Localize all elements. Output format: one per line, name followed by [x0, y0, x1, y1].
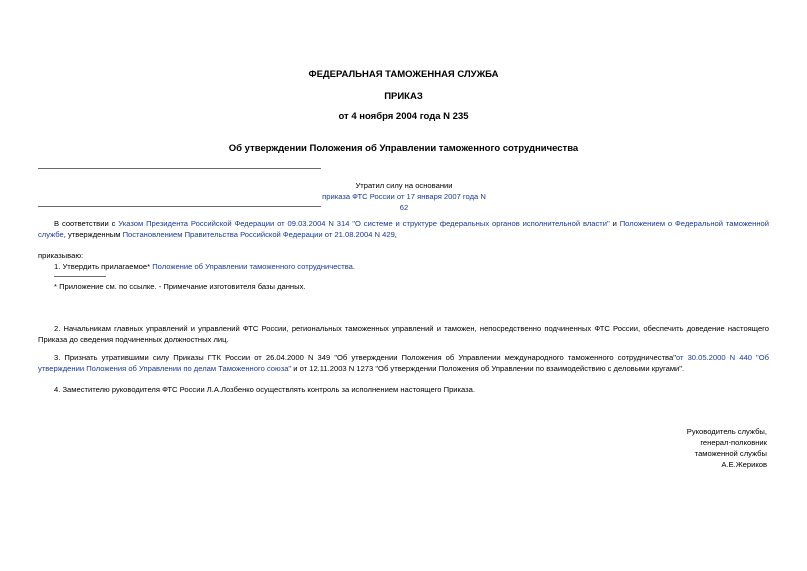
- signature-rank: генерал-полковник: [700, 438, 767, 447]
- status-divider-bottom: [38, 206, 321, 207]
- signature-name: А.Е.Жериков: [721, 460, 767, 469]
- item-3-text: и от 12.11.2003 N 1273 "Об утверждении Положения об Управлении по взаимодействию с деловыми кругами".: [291, 364, 685, 373]
- preamble-text: В соответствии с: [54, 219, 119, 228]
- government-decree-link[interactable]: Постановлением Правительства Российской Федерации от 21.08.2004 N 429: [122, 230, 395, 239]
- regulation-link[interactable]: Положение об Управлении таможенного сотрудничества: [152, 262, 353, 271]
- signature-title: Руководитель службы,: [686, 427, 767, 436]
- order-item-4: 4. Заместителю руководителя ФТС России Л.А.Лозбенко осуществлять контроль за исполнением настоящего Приказа.: [54, 385, 475, 394]
- preamble-paragraph: [38, 218, 769, 240]
- signature-service: таможенной службы: [694, 449, 767, 458]
- preamble-text: ,: [394, 230, 397, 239]
- status-note-text: Утратил силу на основании: [355, 181, 453, 190]
- document-date-number: от 4 ноября 2004 года N 235: [338, 111, 469, 122]
- footnote-divider: [54, 276, 106, 277]
- order-item-2: 2. Начальникам главных управлений и управлений ФТС России, региональных таможенных управлений и таможен, непосредственно подчиненных ФТС России, обеспечить доведение настоящего Приказа до сведения подчиненных должностных лиц.: [38, 324, 769, 344]
- footnote: * Приложение см. по ссылке. - Примечание изготовителя базы данных.: [54, 282, 306, 291]
- preamble-text: и: [609, 219, 620, 228]
- agency-name: ФЕДЕРАЛЬНАЯ ТАМОЖЕННАЯ СЛУЖБА: [308, 69, 499, 80]
- signature-block: [687, 426, 767, 470]
- preamble-text: , утвержденным: [63, 230, 123, 239]
- repealed-order-link[interactable]: от 30.05.2000 N 440 "Об утверждении Положения об Управлении по делам Таможенного союза": [38, 353, 769, 373]
- fts-regulation-link[interactable]: Положением о Федеральной таможенной службе: [38, 219, 769, 239]
- document-type: ПРИКАЗ: [384, 91, 423, 102]
- status-note: [320, 180, 488, 213]
- presidential-decree-link[interactable]: Указом Президента Российской Федерации от 09.03.2004 N 314 "О системе и структуре федеральных органов исполнительной власти": [118, 219, 610, 228]
- repeal-order-link[interactable]: приказа ФТС России от 17 января 2007 года N 62: [322, 192, 486, 212]
- status-divider-top: [38, 168, 321, 169]
- order-item-3: [38, 352, 769, 374]
- item-3-text: 3. Признать утратившими силу Приказы ГТК России от 26.04.2000 N 349 "Об утверждении Положения об Управлении международного таможенного сотрудничества": [54, 353, 676, 362]
- item-1-text: 1. Утвердить прилагаемое*: [54, 262, 153, 271]
- document-title: Об утверждении Положения об Управлении таможенного сотрудничества: [228, 143, 579, 154]
- order-word: приказываю:: [38, 251, 84, 260]
- item-1-end: .: [352, 262, 356, 271]
- order-item-1: [54, 261, 355, 272]
